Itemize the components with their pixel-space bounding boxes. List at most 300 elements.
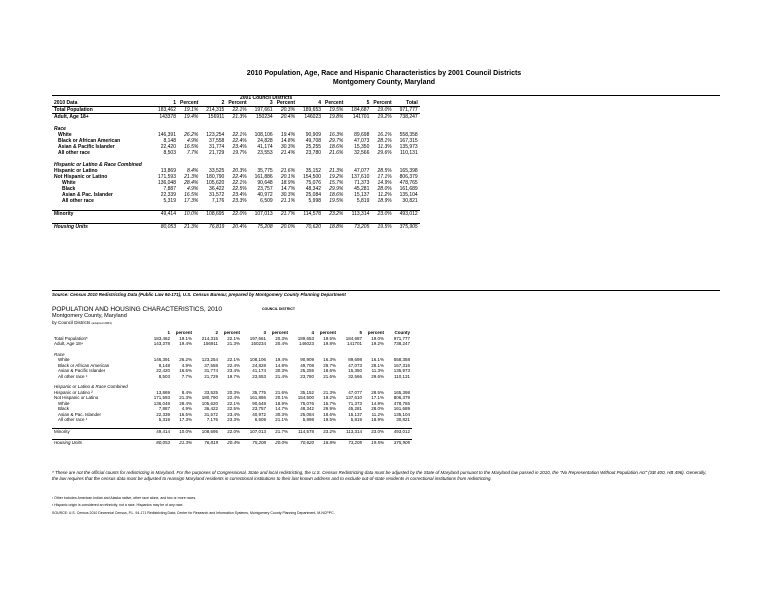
table-cell: 20.4% xyxy=(275,341,288,346)
table-cell: 184,687 xyxy=(345,335,362,341)
table-cell: 70,620 xyxy=(300,440,314,445)
table-cell: 11.2% xyxy=(371,411,384,417)
table-cell: 136,048 xyxy=(157,180,176,186)
table-cell: 20.1% xyxy=(280,174,296,180)
table-cell: 6,509 xyxy=(260,198,273,204)
table-cell: 161,689 xyxy=(399,186,418,192)
table-cell: 18.9% xyxy=(275,400,288,406)
table-cell: 28.1% xyxy=(371,362,384,368)
table-cell: 107,013 xyxy=(254,211,273,217)
table-cell: 49,708 xyxy=(305,138,322,144)
table-cell: 35,775 xyxy=(252,389,266,395)
row-label: Housing Units xyxy=(54,440,83,445)
table-cell: 90,909 xyxy=(305,132,322,138)
row-label: White xyxy=(58,400,70,406)
table-cell: 20.0% xyxy=(280,224,296,230)
row-label: Minority xyxy=(54,428,70,434)
table-cell: 47,077 xyxy=(354,168,370,174)
table-cell: 15,137 xyxy=(354,192,370,198)
table-cell: 110,131 xyxy=(400,150,418,156)
column-header: Total xyxy=(406,100,418,106)
row-label: Total Population xyxy=(54,107,93,113)
table-cell: 22,339 xyxy=(160,192,176,198)
table-cell: 493,012 xyxy=(393,428,410,434)
row-label: Black or African American xyxy=(58,138,121,144)
table-cell: 89,698 xyxy=(354,132,370,138)
table-cell: 20.3% xyxy=(232,168,247,174)
table-cell: 19.2% xyxy=(371,341,384,346)
table-cell: 14.7% xyxy=(275,406,288,411)
table-cell: 161,886 xyxy=(249,395,266,400)
table-cell: 45,281 xyxy=(348,406,362,411)
row-label: White xyxy=(58,357,70,362)
table-cell: 36,422 xyxy=(204,406,218,411)
table-cell: 15.7% xyxy=(323,400,336,406)
row-label: Black xyxy=(62,186,76,192)
table-cell: 146023 xyxy=(298,341,314,346)
column-header: Percent xyxy=(228,100,247,106)
table-cell: 478,765 xyxy=(393,400,410,406)
table-cell: 13,869 xyxy=(156,389,170,395)
table-cell: 21.3% xyxy=(329,168,344,174)
table1 xyxy=(52,100,420,230)
table-cell: 25,084 xyxy=(305,192,322,198)
note-main: * These are not the official counts for redistricting in Maryland. For the purposes of Congressional, State and local redistricting, the U.S. Census Redistricting data must be adjusted by the State of Maryland pursuant to the Maryland law passed in 2010, the "No Representation Without Population Act" (SB 400, HB 496). Generally, the law requires that the census data must be adjusted to reassign Maryland residents in correctional institutions to their last known address and to exclude out-of-state residents in correctional institutions from redistricting. xyxy=(52,470,707,481)
table-cell: 23,757 xyxy=(252,406,266,411)
table-cell: 8.4% xyxy=(181,389,192,395)
table-cell: 16.3% xyxy=(329,132,344,138)
table-cell: 41,174 xyxy=(252,368,266,373)
table-cell: 80,053 xyxy=(160,224,176,230)
table-cell: 19.7% xyxy=(232,150,247,156)
table-cell: 123,254 xyxy=(201,357,218,362)
table-cell: 41,174 xyxy=(257,144,273,150)
row-label: Asian & Pac. Islander xyxy=(62,192,113,198)
table-cell: 90,648 xyxy=(257,180,273,186)
table1-title: 2010 Population, Age, Race and Hispanic Characteristics by 2001 Council Districts xyxy=(246,70,522,77)
row-label: White xyxy=(62,180,76,186)
table-cell: 45,281 xyxy=(354,186,370,192)
table-cell: 30,821 xyxy=(396,417,410,422)
table-cell: 180,790 xyxy=(206,174,225,180)
table-cell: 6,509 xyxy=(254,417,266,422)
table-cell: 375,905 xyxy=(393,440,410,445)
table-cell: 22,339 xyxy=(156,411,170,417)
row-label: Not Hispanic or Latino xyxy=(54,174,108,180)
table-cell: 189,653 xyxy=(302,107,322,113)
table-cell: 143378 xyxy=(159,114,176,120)
table-cell: 7,887 xyxy=(158,406,170,411)
table-cell: 8.4% xyxy=(186,168,199,174)
column-header: percent xyxy=(175,330,192,335)
table-cell: 105,620 xyxy=(201,400,218,406)
table2-title: POPULATION AND HOUSING CHARACTERISTICS, 2010 xyxy=(52,306,222,313)
table-cell: 21.3% xyxy=(227,341,240,346)
column-header: Percent xyxy=(276,100,296,106)
table-cell: 8,503 xyxy=(158,373,170,379)
row-label: Asian & Pac. Islander xyxy=(58,411,102,417)
table-cell: 35,775 xyxy=(257,168,273,174)
row-label: White xyxy=(58,132,72,138)
table2-byline xyxy=(52,320,112,325)
table-cell: 29.7% xyxy=(323,362,336,368)
table-cell: 156911 xyxy=(203,341,218,346)
table-cell: 23,553 xyxy=(257,150,273,156)
table-cell: 18.6% xyxy=(329,144,344,150)
table-cell: 165,398 xyxy=(393,389,410,395)
row-label: All other race ¹ xyxy=(58,373,88,379)
column-header: 1 xyxy=(173,100,176,106)
table-cell: 19.8% xyxy=(323,341,336,346)
table2-group-header: COUNCIL DISTRICT xyxy=(262,307,295,311)
table-cell: 154,500 xyxy=(297,395,314,400)
table-cell: 48,342 xyxy=(300,406,314,411)
table-cell: 15,350 xyxy=(354,144,370,150)
table-cell: 25,255 xyxy=(305,144,322,150)
table-cell: 90,909 xyxy=(300,357,314,362)
table-cell: 161,886 xyxy=(254,174,273,180)
table-cell: 146,391 xyxy=(157,132,176,138)
table-cell: 108,695 xyxy=(206,211,225,217)
table-cell: 30.3% xyxy=(275,368,288,373)
table-cell: 22.0% xyxy=(232,211,247,217)
column-header: 5 xyxy=(366,100,370,106)
table-cell: 17.3% xyxy=(179,417,192,422)
table-cell: 22.1% xyxy=(232,107,247,113)
table-cell: 184,687 xyxy=(351,107,370,113)
table-cell: 47,077 xyxy=(348,389,362,395)
table-cell: 22.1% xyxy=(227,335,240,341)
table2-byline-text: by Council Districts xyxy=(52,320,91,325)
table-cell: 146023 xyxy=(304,114,322,120)
table-cell: 136,048 xyxy=(153,400,170,406)
table-cell: 21.1% xyxy=(275,417,288,422)
table-cell: 19.5% xyxy=(377,224,392,230)
table-cell: 5,819 xyxy=(350,417,362,422)
table-cell: 17.1% xyxy=(377,174,392,180)
table-cell: 143,378 xyxy=(153,341,170,346)
table-cell: 19.4% xyxy=(275,357,288,362)
table-cell: 32,566 xyxy=(348,373,362,379)
column-header: 4 xyxy=(311,330,314,335)
table-cell: 19.4% xyxy=(184,114,199,120)
row-label: Hispanic or Latino & Race Combined xyxy=(54,384,128,389)
table-cell: 15,137 xyxy=(348,411,362,417)
table-cell: 23.4% xyxy=(227,411,240,417)
table-cell: 47,073 xyxy=(348,362,362,368)
table-cell: 25,255 xyxy=(300,368,314,373)
table-cell: 33,525 xyxy=(204,389,218,395)
table-cell: 738,247 xyxy=(393,341,410,346)
table-cell: 75,208 xyxy=(257,224,273,230)
table-cell: 135,973 xyxy=(399,144,418,150)
table-cell: 23.0% xyxy=(371,428,384,434)
table-cell: 22.1% xyxy=(232,180,247,186)
table-cell: 123,254 xyxy=(206,132,225,138)
table-cell: 19.1% xyxy=(179,335,192,341)
table-cell: 183,462 xyxy=(157,107,176,113)
table-cell: 73,205 xyxy=(354,224,370,230)
table-cell: 35,152 xyxy=(305,168,322,174)
table-cell: 154,500 xyxy=(302,174,322,180)
column-header: percent xyxy=(319,330,336,335)
table-cell: 23.3% xyxy=(227,417,240,422)
table-cell: 113,314 xyxy=(346,428,362,434)
table-cell: 73,205 xyxy=(348,440,362,445)
table-cell: 21.6% xyxy=(323,373,336,379)
table-cell: 23.2% xyxy=(323,428,336,434)
table-cell: 22.5% xyxy=(232,186,247,192)
table-cell: 135,973 xyxy=(393,368,410,373)
table-cell: 35,152 xyxy=(300,389,314,395)
table-cell: 22.4% xyxy=(232,138,247,144)
table-cell: 49,414 xyxy=(156,428,170,434)
table-cell: 135,104 xyxy=(399,192,418,198)
table-cell: 23,553 xyxy=(252,373,266,379)
table-cell: 33,525 xyxy=(209,168,225,174)
table-cell: 90,648 xyxy=(252,400,266,406)
table-cell: 165,398 xyxy=(399,168,418,174)
table-cell: 21.3% xyxy=(232,114,247,120)
table-cell: 22.5% xyxy=(227,406,240,411)
table-cell: 14.8% xyxy=(275,362,288,368)
table-cell: 971,777 xyxy=(399,107,418,113)
table-cell: 28.0% xyxy=(371,406,384,411)
table-cell: 26.2% xyxy=(179,357,192,362)
table-cell: 28.5% xyxy=(377,168,392,174)
table-cell: 4.9% xyxy=(186,138,199,144)
table-cell: 11.3% xyxy=(371,368,384,373)
table-cell: 171,593 xyxy=(153,395,170,400)
table-cell: 806,379 xyxy=(393,395,410,400)
table-cell: 156911 xyxy=(208,114,225,120)
table1-group-header: 2001 Council Districts xyxy=(240,95,293,101)
table-cell: 23,757 xyxy=(257,186,273,192)
row-label: Hispanic or Latino & Race Combined xyxy=(54,162,142,168)
table-cell: 189,653 xyxy=(297,335,314,341)
table-cell: 197,661 xyxy=(249,335,266,341)
table-cell: 19.2% xyxy=(377,114,392,120)
table-cell: 19.7% xyxy=(227,373,240,379)
table-cell: 20.4% xyxy=(227,440,240,445)
table-cell: 31,774 xyxy=(209,144,225,150)
row-label: All other race xyxy=(62,198,94,204)
table-cell: 16.3% xyxy=(323,357,336,362)
table-cell: 167,315 xyxy=(393,362,410,368)
table-cell: 23.3% xyxy=(232,198,247,204)
table-cell: 171,593 xyxy=(157,174,176,180)
table-cell: 137,610 xyxy=(351,174,370,180)
table-cell: 23,780 xyxy=(305,150,322,156)
table-cell: 29.6% xyxy=(371,373,384,379)
table-cell: 20.4% xyxy=(232,224,247,230)
note-1: ¹ Other includes American Indian and Alaska native, other race alone, and two or more races. xyxy=(52,496,197,500)
table-cell: 22,420 xyxy=(160,144,176,150)
table-cell: 80,053 xyxy=(156,440,170,445)
table-cell: 20.3% xyxy=(280,107,296,113)
table-cell: 89,698 xyxy=(348,357,362,362)
table-cell: 30.3% xyxy=(275,411,288,417)
table-cell: 150234 xyxy=(250,341,266,346)
table-cell: 18.9% xyxy=(377,198,392,204)
table-cell: 558,358 xyxy=(393,357,410,362)
row-label: Hispanic or Latino xyxy=(54,168,98,174)
table-cell: 19.4% xyxy=(280,132,296,138)
table-cell: 48,342 xyxy=(305,186,322,192)
row-label: All other race ¹ xyxy=(58,417,88,422)
table-cell: 19.2% xyxy=(329,174,344,180)
row-label: Race xyxy=(54,351,65,357)
table-cell: 24,828 xyxy=(257,138,273,144)
table-row xyxy=(52,224,420,231)
table-cell: 47,073 xyxy=(354,138,370,144)
table-cell: 110,131 xyxy=(394,373,410,379)
row-label: Black or African American xyxy=(58,362,110,368)
table-cell: 13,869 xyxy=(160,168,176,174)
table-cell: 21.4% xyxy=(280,150,296,156)
table-cell: 20.0% xyxy=(275,440,288,445)
table-cell: 971,777 xyxy=(393,335,410,341)
table-cell: 5,319 xyxy=(163,198,176,204)
table-cell: 108,695 xyxy=(201,428,218,434)
table-cell: 18.9% xyxy=(280,180,296,186)
table-cell: 31,774 xyxy=(204,368,218,373)
table-cell: 22.1% xyxy=(232,132,247,138)
table-cell: 76,819 xyxy=(209,224,225,230)
table-cell: 76,819 xyxy=(204,440,218,445)
table-cell: 23.4% xyxy=(227,368,240,373)
table-cell: 19.5% xyxy=(323,335,336,341)
table-cell: 21.3% xyxy=(179,395,192,400)
table-cell: 29.9% xyxy=(329,186,344,192)
table-cell: 28.5% xyxy=(371,389,384,395)
table-cell: 558,358 xyxy=(399,132,418,138)
table2-byline-note: (adopted 2001) xyxy=(91,321,112,325)
table-cell: 20.4% xyxy=(280,114,296,120)
table-cell: 22.1% xyxy=(227,357,240,362)
table-cell: 16.1% xyxy=(377,132,392,138)
table-cell: 10.0% xyxy=(184,211,199,217)
table-cell: 161,689 xyxy=(393,406,410,411)
table-cell: 30.3% xyxy=(280,144,296,150)
table-cell: 14.8% xyxy=(280,138,296,144)
table-cell: 25,084 xyxy=(300,411,314,417)
table-cell: 18.8% xyxy=(323,440,336,445)
table-cell: 214,315 xyxy=(206,107,225,113)
table-cell: 22.0% xyxy=(227,428,240,434)
table-cell: 8,148 xyxy=(158,362,170,368)
table-cell: 114,578 xyxy=(303,211,322,217)
table1-subtitle: Montgomery County, Maryland xyxy=(332,79,436,86)
table-cell: 19.5% xyxy=(329,107,344,113)
table-cell: 19.5% xyxy=(329,198,344,204)
table-cell: 18.6% xyxy=(323,411,336,417)
row-label: Adult, Age 18+ xyxy=(54,114,89,120)
column-header: 5 xyxy=(359,330,362,335)
table-cell: 19.2% xyxy=(323,395,336,400)
table-cell: 5,319 xyxy=(158,417,170,422)
table-cell: 21.1% xyxy=(280,198,296,204)
table-cell: 11.2% xyxy=(377,192,392,198)
table-cell: 21.3% xyxy=(184,174,199,180)
table-cell: 5,998 xyxy=(302,417,314,422)
table-cell: 70,620 xyxy=(305,224,322,230)
note-source: SOURCE: U.S. Census 2010 Decennial Census, P.L. 94-171 Redistricting Data; Center for Research and Information Systems, Montgomery County Planning Department, M-NCPPC. xyxy=(52,511,335,515)
table-cell: 23.2% xyxy=(329,211,344,217)
table-cell: 146,391 xyxy=(153,357,170,362)
table-cell: 137,610 xyxy=(345,395,362,400)
table-row xyxy=(52,107,420,114)
column-header: 3 xyxy=(269,100,273,106)
row-label: Minority xyxy=(54,211,74,217)
row-label: Total Population* xyxy=(54,335,88,341)
column-header: 1 xyxy=(167,330,170,335)
table-cell: 150234 xyxy=(256,114,273,120)
divider xyxy=(52,95,720,96)
table-cell: 29.6% xyxy=(377,150,392,156)
table-cell: 5,819 xyxy=(356,198,370,204)
table-cell: 23.0% xyxy=(377,211,392,217)
divider xyxy=(52,290,720,291)
table-cell: 14.9% xyxy=(371,400,384,406)
column-header: 4 xyxy=(318,100,322,106)
table-cell: 167,315 xyxy=(399,138,418,144)
table-cell: 31,572 xyxy=(204,411,218,417)
table-cell: 21.7% xyxy=(275,428,288,434)
table-cell: 19.5% xyxy=(371,440,384,445)
table-cell: 17.1% xyxy=(371,395,384,400)
table-cell: 183,462 xyxy=(153,335,170,341)
column-header: 2 xyxy=(215,330,218,335)
table-cell: 20.1% xyxy=(275,395,288,400)
table-row xyxy=(52,440,412,446)
table-cell: 19.8% xyxy=(329,114,344,120)
column-header: 2 xyxy=(221,100,225,106)
column-header: percent xyxy=(271,330,288,335)
row-label: Race xyxy=(54,126,66,132)
table-cell: 21.4% xyxy=(275,373,288,379)
table-cell: 738,247 xyxy=(399,114,418,120)
table-cell: 114,578 xyxy=(298,428,314,434)
column-header: Percent xyxy=(325,100,344,106)
row-label: Asian & Pacific Islander xyxy=(58,368,106,373)
table-cell: 4.9% xyxy=(181,362,192,368)
table-cell: 21.7% xyxy=(280,211,296,217)
table-cell: 19.4% xyxy=(179,341,192,346)
table-cell: 478,765 xyxy=(399,180,418,186)
table-cell: 141701 xyxy=(352,114,370,120)
table-cell: 4.9% xyxy=(186,186,199,192)
table-cell: 22.4% xyxy=(227,395,240,400)
table-cell: 108,106 xyxy=(254,132,273,138)
note-2: ² Hispanic origin is considered an ethnicity, not a race. Hispanics may be of any race. xyxy=(52,503,184,507)
table-cell: 23,780 xyxy=(300,373,314,379)
table-cell: 19.1% xyxy=(184,107,199,113)
table-cell: 15,350 xyxy=(348,368,362,373)
column-header: 3 xyxy=(263,330,266,335)
table-cell: 14.9% xyxy=(377,180,392,186)
table-cell: 22.4% xyxy=(232,174,247,180)
table-cell: 5,998 xyxy=(308,198,322,204)
row-label: Asian & Pacific Islander xyxy=(58,144,115,150)
table-cell: 20.3% xyxy=(227,389,240,395)
row-label: Housing Units xyxy=(54,224,88,230)
table-cell: 18.6% xyxy=(323,368,336,373)
table-cell: 15.7% xyxy=(329,180,344,186)
table-cell: 49,708 xyxy=(300,362,314,368)
table-cell: 11.3% xyxy=(377,144,392,150)
table-cell: 4.9% xyxy=(181,406,192,411)
